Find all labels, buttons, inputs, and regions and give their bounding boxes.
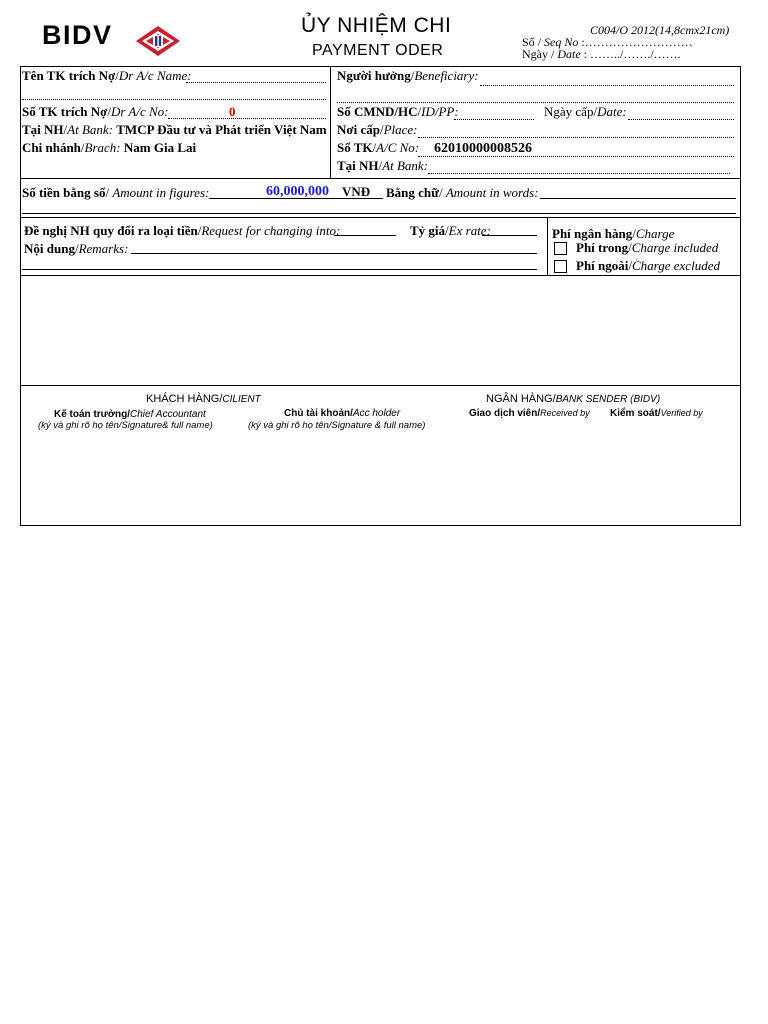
acc-holder-note: (ký và ghi rõ họ tên/Signature & full name) — [248, 420, 426, 431]
beneficiary-date-label: Ngày cấp/Date: — [544, 104, 627, 119]
amount-words-label: Bằng chữ/ Amount in words: — [386, 185, 539, 200]
beneficiary-label-en: Beneficiary: — [414, 68, 479, 83]
beneficiary-id-label: Số CMND/HC/ID/PP: — [337, 104, 459, 119]
debit-no-value[interactable]: 0 — [229, 104, 236, 119]
charge-excluded-vn: Phí ngoài — [576, 258, 629, 273]
title-vn: ỦY NHIỆM CHI — [301, 14, 452, 37]
divider-accounts — [20, 178, 740, 179]
divider-amount — [20, 217, 740, 218]
amount-currency: VNĐ — [342, 184, 371, 199]
beneficiary-bank-label-en: At Bank: — [382, 158, 429, 173]
amount-words-field[interactable] — [540, 198, 736, 199]
control-en: Verified by — [660, 408, 703, 418]
beneficiary-date-field[interactable] — [628, 119, 734, 120]
amount-figures-label-vn: Số tiền bằng số — [22, 185, 106, 200]
title-en: PAYMENT ODER — [312, 42, 444, 59]
divider-request — [20, 275, 740, 276]
beneficiary-date-label-vn: Ngày cấp — [544, 104, 594, 119]
seq-label-vn: Số — [522, 35, 535, 49]
debit-branch-value[interactable]: Nam Gia Lai — [123, 140, 197, 155]
client-heading-en: CILIENT — [222, 394, 261, 405]
charge-label-vn: Phí ngân hàng — [552, 226, 633, 241]
debit-name-label-en: Dr A/c Name: — [118, 68, 192, 83]
beneficiary-label: Người hưởng/Beneficiary: — [337, 68, 479, 83]
remarks-label: Nội dung/Remarks: — [24, 241, 129, 256]
beneficiary-acc-label-vn: Số TK — [337, 140, 373, 155]
beneficiary-bank-label-vn: Tại NH — [337, 158, 379, 173]
rate-field[interactable] — [482, 235, 537, 236]
acc-holder-label — [284, 408, 400, 419]
charge-label: Phí ngân hàng/Charge — [552, 226, 675, 241]
beneficiary-place-label: Nơi cấp/Place: — [337, 122, 418, 137]
debit-no-label-en: Dr A/c No: — [110, 104, 169, 119]
debit-branch-label: Chi nhánh/Brach: Nam Gia Lai — [22, 140, 197, 155]
divider-debit-beneficiary — [330, 66, 331, 178]
amount-figures-value[interactable]: 60,000,000 — [266, 184, 329, 199]
bidv-logo-icon — [134, 24, 182, 63]
beneficiary-place-label-vn: Nơi cấp — [337, 122, 380, 137]
beneficiary-field-2[interactable] — [337, 102, 734, 103]
bank-heading-vn: NGÂN HÀNG/ — [486, 393, 556, 405]
debit-bank-label: Tại NH/At Bank: TMCP Đầu tư và Phát triển Việt Nam — [22, 122, 327, 137]
seq-dots: :……………………… — [581, 35, 693, 49]
exchange-field[interactable] — [334, 235, 396, 236]
teller-label — [469, 408, 590, 419]
beneficiary-field[interactable] — [480, 85, 734, 86]
amount-words-field-2[interactable] — [22, 213, 736, 214]
beneficiary-id-label-en: ID/PP: — [421, 104, 459, 119]
client-heading-vn: KHÁCH HÀNG/ — [146, 393, 223, 405]
beneficiary-bank-field[interactable] — [428, 173, 730, 174]
debit-branch-label-en: Brach: — [84, 140, 121, 155]
form-code: C004/O 2012(14,8cmx21cm) — [590, 23, 730, 37]
bank-name: BIDV — [42, 20, 113, 50]
beneficiary-acc-label: Số TK/A/C No: — [337, 140, 420, 155]
debit-bank-label-vn: Tại NH — [22, 122, 64, 137]
beneficiary-date-label-en: Date: — [597, 104, 627, 119]
charge-included-vn: Phí trong — [576, 240, 629, 255]
beneficiary-bank-label: Tại NH/At Bank: — [337, 158, 429, 173]
beneficiary-acc-value[interactable]: 62010000008526 — [434, 141, 532, 156]
charge-included-en: Charge included — [631, 240, 719, 255]
charge-excluded-en: Charge excluded — [632, 258, 720, 273]
beneficiary-id-label-vn: Số CMND/HC — [337, 104, 418, 119]
seq-label-en: Seq No — [544, 35, 579, 49]
bank-heading-en: BANK SENDER (BIDV) — [555, 394, 661, 405]
chief-accountant-label — [54, 409, 206, 420]
debit-name-label-vn: Tên TK trích Nợ — [22, 68, 116, 83]
divider-charge — [547, 218, 548, 275]
exchange-label: Đề nghị NH quy đổi ra loại tiền/Request for changing into: — [24, 223, 341, 238]
amount-figures-label-en: Amount in figures: — [112, 185, 210, 200]
charge-included-label: Phí trong/Charge included — [576, 240, 719, 255]
charge-included-checkbox[interactable] — [554, 242, 567, 255]
debit-name-label: Tên TK trích Nợ/Dr A/c Name: — [22, 68, 192, 83]
control-label — [610, 408, 703, 419]
control-vn: Kiểm soát/ — [610, 408, 661, 419]
amount-words-label-vn: Bằng chữ — [386, 185, 439, 200]
acc-holder-en: Acc holder — [352, 408, 401, 419]
exchange-label-vn: Đề nghị NH quy đổi ra loại tiền — [24, 223, 198, 238]
debit-no-label-vn: Số TK trích Nợ — [22, 104, 108, 119]
debit-bank-value[interactable]: TMCP Đầu tư và Phát triển Việt Nam — [116, 122, 327, 137]
charge-label-en: Charge — [635, 226, 675, 241]
seq-no: Số / Seq No :……………………… — [522, 35, 693, 49]
date-label-en: Date — [557, 47, 581, 61]
teller-en: Received by — [540, 408, 590, 418]
debit-no-field[interactable] — [168, 118, 326, 119]
teller-vn: Giao dịch viên/ — [469, 408, 541, 419]
remarks-label-en: Remarks: — [78, 241, 129, 256]
rate-label-en: Ex rate: — [448, 223, 491, 238]
charge-excluded-label: Phí ngoài/Charge excluded — [576, 258, 720, 273]
beneficiary-acc-field[interactable] — [418, 156, 734, 157]
chief-accountant-vn: Kế toán trưởng/ — [54, 409, 131, 420]
date-label-vn: Ngày — [522, 47, 548, 61]
charge-excluded-checkbox[interactable] — [554, 260, 567, 273]
exchange-label-en: Request for changing into: — [201, 223, 341, 238]
chief-accountant-en: Chief Accountant — [130, 409, 206, 420]
client-heading — [146, 393, 261, 405]
beneficiary-acc-label-en: A/C No: — [376, 140, 420, 155]
beneficiary-id-field[interactable] — [454, 119, 534, 120]
amount-words-label-en: Amount in words: — [445, 185, 539, 200]
rate-label: Tỷ giá/Ex rate: — [410, 223, 491, 238]
divider-signatures — [20, 385, 740, 386]
date-dots: : ……../……./……. — [583, 47, 681, 61]
amount-figures-label: Số tiền bằng số/ Amount in figures: — [22, 185, 210, 200]
remarks-label-vn: Nội dung — [24, 241, 75, 256]
debit-no-label: Số TK trích Nợ/Dr A/c No: — [22, 104, 169, 119]
debit-branch-label-vn: Chi nhánh — [22, 140, 81, 155]
debit-bank-label-en: At Bank: — [67, 122, 114, 137]
debit-name-field-2[interactable] — [22, 99, 326, 100]
debit-name-field[interactable] — [186, 82, 326, 83]
remarks-field[interactable] — [131, 253, 537, 254]
beneficiary-place-field[interactable] — [418, 137, 734, 138]
date-line: Ngày / Date : ……../……./……. — [522, 47, 681, 61]
remarks-field-2[interactable] — [22, 269, 537, 270]
acc-holder-vn: Chủ tài khoản/ — [284, 408, 353, 419]
beneficiary-place-label-en: Place: — [383, 122, 418, 137]
beneficiary-label-vn: Người hưởng — [337, 68, 411, 83]
rate-label-vn: Tỷ giá — [410, 223, 446, 238]
bank-heading — [486, 393, 660, 405]
chief-accountant-note: (ký và ghi rõ họ tên/Signature& full name) — [38, 420, 213, 431]
